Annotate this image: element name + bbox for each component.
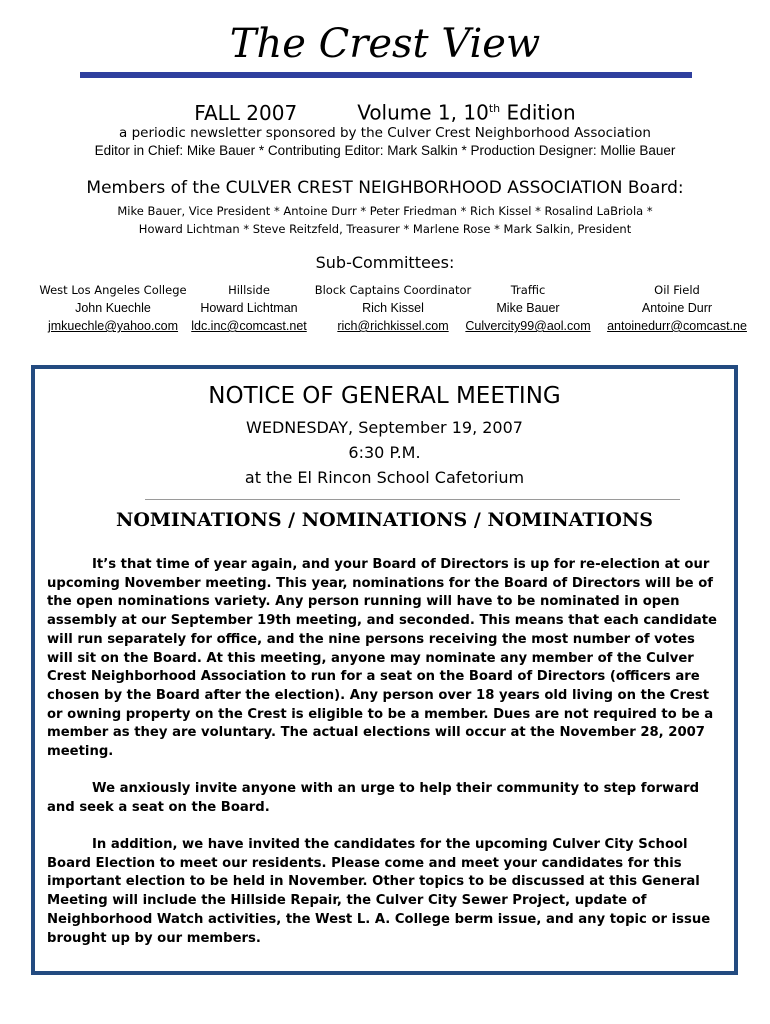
committee-name: Hillside — [228, 283, 270, 297]
committee-chair: Mike Bauer — [496, 301, 560, 315]
committee-chair: Howard Lichtman — [200, 301, 298, 315]
committee-email-link[interactable]: rich@richkissel.com — [337, 319, 449, 333]
notice-paragraph-2: We anxiously invite anyone with an urge to help their community to step forward and seek a seat on the Board. — [47, 781, 700, 815]
committee-chair: John Kuechle — [75, 301, 151, 315]
subcommittees-heading: Sub-Committees: — [315, 253, 455, 272]
committee-name: West Los Angeles College — [39, 283, 187, 297]
meeting-location: at the El Rincon School Cafetorium — [244, 468, 525, 487]
notice-divider — [145, 499, 680, 500]
notice-title: NOTICE OF GENERAL MEETING — [208, 383, 561, 409]
committee-email-link[interactable]: Culvercity99@aol.com — [465, 319, 591, 333]
nominations-heading: NOMINATIONS / NOMINATIONS / NOMINATIONS — [115, 509, 654, 531]
committee-west-la-college — [34, 281, 192, 335]
committee-name: Block Captains Coordinator — [314, 283, 472, 297]
committee-block-captains — [308, 281, 478, 335]
staff-line: Editor in Chief: Mike Bauer * Contributing Editor: Mark Salkin * Production Designer: Mollie Bauer — [94, 143, 676, 158]
sponsor-line: a periodic newsletter sponsored by the Culver Crest Neighborhood Association — [119, 125, 651, 141]
board-heading: Members of the CULVER CREST NEIGHBORHOOD ASSOCIATION Board: — [86, 178, 684, 198]
notice-paragraph-1: It’s that time of year again, and your Board of Directors is up for re-election at our upcoming November meeting. This year, nominations for the Board of Directors will be of the open nominations variety. Any person running will have to be nominated in open assembly at our September 19th meeting, and seconded. This means that each candidate will run separately for office, and the nine persons receiving the most number of votes will sit on the Board. At this meeting, anyone may nominate any member of the Culver Crest Neighborhood Association to run for a seat on the Board of Directors (officers are chosen by the Board after the election). Any person over 18 years old living on the Crest or owning property on the Crest is eligible to be a member. Dues are not required to be a member as they are voluntary. The actual elections will occur at the November 28, 2007 meeting. — [47, 557, 717, 760]
committee-oil-field — [602, 281, 752, 335]
notice-paragraph-3: In addition, we have invited the candidates for the upcoming Culver City School Board Election to meet our residents. Please come and meet your candidates for this important election to be held in November. Other topics to be discussed at this General Meeting will include the Hillside Repair, the Culver City Sewer Project, update of Neighborhood Watch activities, the West L. A. College berm issue, and any topic or issue brought up by our members. — [47, 837, 711, 946]
volume-label: Volume 1, 10 — [357, 100, 489, 125]
board-members-line-2: Howard Lichtman * Steve Reitzfeld, Treasurer * Marlene Rose * Mark Salkin, President — [138, 222, 632, 236]
volume-ordinal-suffix: th — [488, 102, 501, 115]
committee-chair: Antoine Durr — [641, 301, 713, 315]
meeting-date: WEDNESDAY, September 19, 2007 — [246, 418, 523, 437]
edition-line — [0, 96, 770, 126]
committee-hillside — [188, 281, 310, 335]
volume-edition-word: Edition — [500, 100, 576, 125]
season-label: FALL 2007 — [194, 100, 298, 125]
committee-name: Oil Field — [654, 283, 700, 297]
committee-chair: Rich Kissel — [362, 301, 424, 315]
meeting-notice-box — [31, 365, 738, 975]
committee-email-link[interactable]: antoinedurr@comcast.ne — [607, 319, 747, 333]
board-members-line-1: Mike Bauer, Vice President * Antoine Durr * Peter Friedman * Rich Kissel * Rosalind LaBriola * — [117, 204, 653, 218]
committee-email-link[interactable]: jmkuechle@yahoo.com — [47, 319, 179, 333]
committee-traffic — [461, 281, 595, 335]
masthead-rule — [80, 72, 692, 78]
committee-name: Traffic — [510, 283, 546, 297]
committee-email-link[interactable]: ldc.inc@comcast.net — [191, 319, 307, 333]
newsletter-title: The Crest View — [229, 21, 541, 67]
meeting-time: 6:30 P.M. — [348, 443, 421, 462]
